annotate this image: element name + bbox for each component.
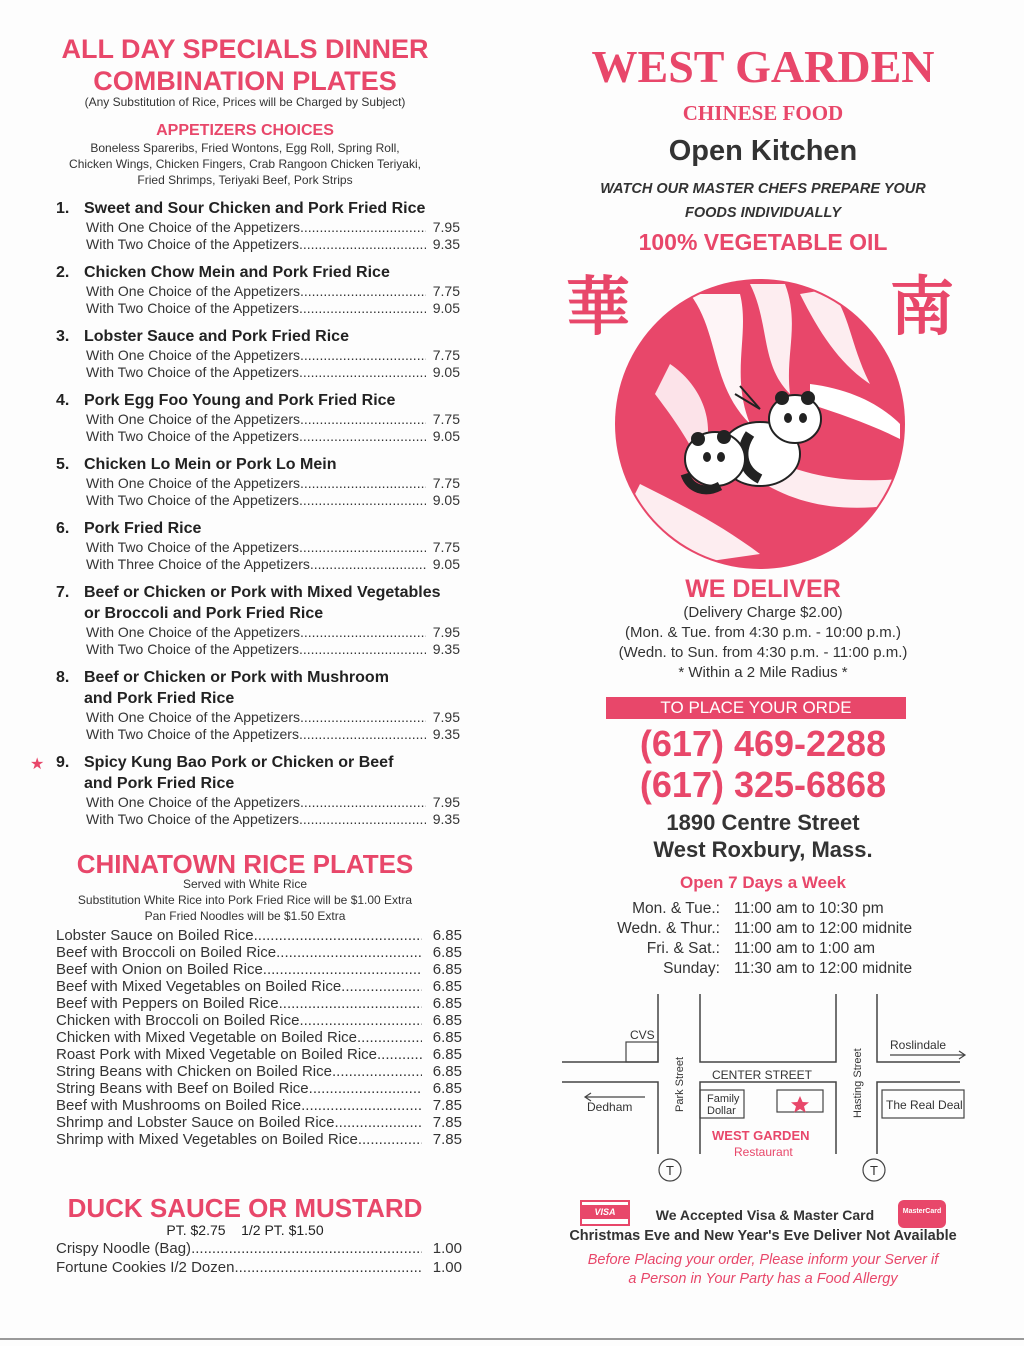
option-label: With Three Choice of the Appetizers <box>86 556 310 572</box>
option-price: 9.05 <box>432 364 460 380</box>
item-name: Shrimp with Mixed Vegetables on Boiled Rice <box>56 1131 358 1148</box>
restaurant-name: WEST GARDEN <box>591 41 935 92</box>
open-7-days: Open 7 Days a Week <box>680 873 846 892</box>
combo-title: Chicken Lo Mein or Pork Lo Mein <box>84 456 337 473</box>
map-dollar: Dollar <box>707 1105 736 1117</box>
combo-number: 3. <box>56 328 70 345</box>
cards-accepted: We Accepted Visa & Master Card <box>655 1207 875 1223</box>
option-price: 7.75 <box>432 283 460 299</box>
open-kitchen: Open Kitchen <box>668 135 858 167</box>
chinatown-note2: Substitution White Rice into Pork Fried Rice will be $1.00 Extra <box>77 893 413 907</box>
item-name: Beef with Onion on Boiled Rice <box>56 961 263 978</box>
combo-title-line2: or Broccoli and Pork Fried Rice <box>84 605 324 622</box>
map-real-deal: The Real Deal <box>886 1098 963 1112</box>
map-family: Family <box>707 1093 740 1105</box>
chinatown-list <box>56 927 462 1148</box>
combo-title: Lobster Sauce and Pork Fried Rice <box>84 328 349 345</box>
appetizers-line2: Chicken Wings, Chicken Fingers, Crab Rangoon Chicken Teriyaki, <box>69 157 421 171</box>
appetizers-line3: Fried Shrimps, Teriyaki Beef, Pork Strips <box>137 173 353 187</box>
option-label: With Two Choice of the Appetizers <box>86 811 299 827</box>
mastercard-label: MasterCard <box>902 1208 942 1215</box>
option-label: With Two Choice of the Appetizers <box>86 236 299 252</box>
option-price: 7.75 <box>432 411 460 427</box>
item-name: String Beans with Chicken on Boiled Rice <box>56 1063 332 1080</box>
list-item <box>56 1097 462 1114</box>
star-icon <box>791 1096 809 1113</box>
allergy-line1: Before Placing your order, Please inform your Server if <box>587 1252 939 1268</box>
option-price: 9.05 <box>432 428 460 444</box>
watch-line1: WATCH OUR MASTER CHEFS PREPARE YOUR <box>600 181 926 197</box>
chinese-character-left: 華 <box>566 271 630 345</box>
combo-item <box>28 264 468 328</box>
list-item <box>56 995 462 1012</box>
option-label: With One Choice of the Appetizers <box>86 624 300 640</box>
list-item <box>56 1131 462 1148</box>
visa-card-icon <box>580 1200 630 1226</box>
combo-item <box>28 456 468 520</box>
hours-row <box>580 960 980 980</box>
list-item <box>56 944 462 961</box>
order-banner: TO PLACE YOUR ORDE <box>606 697 906 719</box>
combo-number: 7. <box>56 584 70 601</box>
list-item <box>56 1046 462 1063</box>
list-item <box>56 1259 462 1276</box>
item-price: 6.85 <box>432 995 462 1012</box>
option-label: With Two Choice of the Appetizers <box>86 539 299 555</box>
combo-item <box>28 392 468 456</box>
map-t-station-right: T <box>870 1163 878 1178</box>
item-price: 6.85 <box>432 1029 462 1046</box>
map-west-garden: WEST GARDEN <box>712 1128 810 1143</box>
item-price: 6.85 <box>432 1012 462 1029</box>
combo-number: 6. <box>56 520 70 537</box>
hours-row <box>580 940 980 960</box>
item-name: Fortune Cookies I/2 Dozen <box>56 1259 235 1276</box>
list-item <box>56 1080 462 1097</box>
delivery-hours-1: (Mon. & Tue. from 4:30 p.m. - 10:00 p.m.) <box>625 624 901 641</box>
address-line2: West Roxbury, Mass. <box>653 837 873 862</box>
item-name: Beef with Mushrooms on Boiled Rice <box>56 1097 302 1114</box>
chinatown-note1: Served with White Rice <box>182 877 308 891</box>
combo-item <box>28 520 468 584</box>
combo-item <box>28 584 468 669</box>
list-item <box>56 1114 462 1131</box>
combo-option-one <box>86 539 460 555</box>
cuisine-subtitle: CHINESE FOOD <box>682 101 844 125</box>
item-price: 6.85 <box>432 927 462 944</box>
item-name: Roast Pork with Mixed Vegetable on Boiled Rice <box>56 1046 378 1063</box>
option-price: 9.35 <box>432 641 460 657</box>
item-price: 1.00 <box>432 1240 462 1257</box>
combo-option-one <box>86 624 460 640</box>
star-icon: ★ <box>30 756 45 773</box>
option-price: 9.05 <box>432 556 460 572</box>
location-map <box>560 992 975 1192</box>
hours-day: Wedn. & Thur.: <box>617 920 720 937</box>
hours-row <box>580 900 980 920</box>
list-item <box>56 961 462 978</box>
combo-option-one <box>86 794 460 810</box>
combo-number: 1. <box>56 200 70 217</box>
option-price: 7.95 <box>432 219 460 235</box>
combo-title: Sweet and Sour Chicken and Pork Fried Rice <box>84 200 426 217</box>
item-price: 6.85 <box>432 978 462 995</box>
chinatown-title: CHINATOWN RICE PLATES <box>76 849 414 879</box>
combo-number: 2. <box>56 264 70 281</box>
option-label: With Two Choice of the Appetizers <box>86 300 299 316</box>
item-price: 7.85 <box>432 1131 462 1148</box>
combo-item <box>28 200 468 264</box>
specials-title-line2: COMBINATION PLATES <box>93 66 397 96</box>
combo-option-two <box>86 300 460 316</box>
option-price: 9.05 <box>432 300 460 316</box>
combo-option-two <box>86 236 460 252</box>
option-label: With One Choice of the Appetizers <box>86 283 300 299</box>
hours-day: Mon. & Tue.: <box>632 900 720 917</box>
option-price: 7.95 <box>432 794 460 810</box>
option-price: 9.35 <box>432 811 460 827</box>
option-label: With Two Choice of the Appetizers <box>86 726 299 742</box>
option-label: With One Choice of the Appetizers <box>86 411 300 427</box>
item-price: 1.00 <box>432 1259 462 1276</box>
item-price: 6.85 <box>432 1080 462 1097</box>
map-center-street: CENTER STREET <box>712 1068 813 1082</box>
combo-option-two <box>86 726 460 742</box>
combo-option-two <box>86 428 460 444</box>
allergy-line2: a Person in Your Party has a Food Allergy <box>628 1271 898 1287</box>
option-label: With One Choice of the Appetizers <box>86 219 300 235</box>
list-item <box>56 978 462 995</box>
item-name: Chicken with Mixed Vegetable on Boiled Rice <box>56 1029 358 1046</box>
item-name: Lobster Sauce on Boiled Rice <box>56 927 254 944</box>
combo-item <box>28 669 468 754</box>
item-name: Crispy Noodle (Bag) <box>56 1240 192 1257</box>
duck-prices: PT. $2.75 1/2 PT. $1.50 <box>166 1222 324 1238</box>
option-price: 7.75 <box>432 539 460 555</box>
item-name: Chicken with Broccoli on Boiled Rice <box>56 1012 300 1029</box>
combo-title-line2: and Pork Fried Rice <box>84 775 235 792</box>
combo-title: Chicken Chow Mein and Pork Fried Rice <box>84 264 390 281</box>
vegetable-oil: 100% VEGETABLE OIL <box>638 229 888 255</box>
combo-list <box>28 200 468 839</box>
appetizers-title: APPETIZERS CHOICES <box>156 122 334 139</box>
combo-number: 4. <box>56 392 70 409</box>
combo-item <box>28 328 468 392</box>
combo-title: Spicy Kung Bao Pork or Chicken or Beef <box>84 754 394 771</box>
hours-time: 11:00 am to 1:00 am <box>734 940 876 957</box>
option-label: With One Choice of the Appetizers <box>86 794 300 810</box>
option-label: With Two Choice of the Appetizers <box>86 364 299 380</box>
hours-day: Fri. & Sat.: <box>646 940 720 957</box>
option-label: With Two Choice of the Appetizers <box>86 428 299 444</box>
specials-note: (Any Substitution of Rice, Prices will be Charged by Subject) <box>84 95 406 109</box>
map-hasting-street: Hasting Street <box>852 1048 864 1118</box>
chinatown-note3: Pan Fried Noodles will be $1.50 Extra <box>144 909 346 923</box>
chinese-character-right: 南 <box>890 271 954 345</box>
option-price: 9.35 <box>432 236 460 252</box>
duck-title: DUCK SAUCE OR MUSTARD <box>67 1193 423 1223</box>
combo-option-one <box>86 709 460 725</box>
map-t-station-left: T <box>666 1163 674 1178</box>
hours-table <box>580 900 980 980</box>
item-name: Beef with Broccoli on Boiled Rice <box>56 944 277 961</box>
option-label: With Two Choice of the Appetizers <box>86 492 299 508</box>
item-price: 6.85 <box>432 1046 462 1063</box>
combo-option-two <box>86 641 460 657</box>
option-price: 7.95 <box>432 624 460 640</box>
option-price: 9.35 <box>432 726 460 742</box>
combo-title: Beef or Chicken or Pork with Mushroom <box>84 669 389 686</box>
map-dedham: Dedham <box>587 1100 633 1114</box>
item-price: 6.85 <box>432 1063 462 1080</box>
map-roslindale: Roslindale <box>890 1038 947 1052</box>
option-price: 9.05 <box>432 492 460 508</box>
map-cvs: CVS <box>630 1028 655 1042</box>
combo-title: Beef or Chicken or Pork with Mixed Vegetables <box>84 584 441 601</box>
combo-number: 8. <box>56 669 70 686</box>
deliver-title: WE DELIVER <box>685 575 841 603</box>
item-name: Beef with Peppers on Boiled Rice <box>56 995 279 1012</box>
map-restaurant: Restaurant <box>734 1145 793 1159</box>
hours-time: 11:00 am to 12:00 midnite <box>734 920 913 937</box>
combo-option-two <box>86 811 460 827</box>
panda-logo-icon <box>610 274 910 574</box>
list-item <box>56 1063 462 1080</box>
option-label: With One Choice of the Appetizers <box>86 475 300 491</box>
combo-title: Pork Egg Foo Young and Pork Fried Rice <box>84 392 396 409</box>
combo-option-one <box>86 475 460 491</box>
delivery-radius: * Within a 2 Mile Radius * <box>678 664 848 681</box>
option-label: With One Choice of the Appetizers <box>86 709 300 725</box>
option-price: 7.75 <box>432 347 460 363</box>
combo-option-one <box>86 283 460 299</box>
item-price: 6.85 <box>432 961 462 978</box>
item-name: String Beans with Beef on Boiled Rice <box>56 1080 309 1097</box>
option-price: 7.75 <box>432 475 460 491</box>
item-name: Shrimp and Lobster Sauce on Boiled Rice <box>56 1114 335 1131</box>
phone-number-1[interactable]: (617) 469-2288 <box>639 723 887 764</box>
item-name: Beef with Mixed Vegetables on Boiled Rice <box>56 978 342 995</box>
combo-option-one <box>86 411 460 427</box>
mastercard-icon <box>898 1200 946 1228</box>
holiday-notice: Christmas Eve and New Year's Eve Deliver Not Available <box>569 1228 957 1244</box>
item-price: 7.85 <box>432 1097 462 1114</box>
hours-row <box>580 920 980 940</box>
option-price: 7.95 <box>432 709 460 725</box>
list-item <box>56 1240 462 1257</box>
list-item <box>56 1029 462 1046</box>
phone-number-2[interactable]: (617) 325-6868 <box>639 764 887 805</box>
item-price: 6.85 <box>432 944 462 961</box>
watch-line2: FOODS INDIVIDUALLY <box>684 205 841 221</box>
combo-item <box>28 754 468 839</box>
hours-time: 11:30 am to 12:00 midnite <box>734 960 913 977</box>
map-park-street: Park Street <box>674 1056 686 1112</box>
option-label: With One Choice of the Appetizers <box>86 347 300 363</box>
combo-option-two <box>86 364 460 380</box>
address-line1: 1890 Centre Street <box>666 810 860 835</box>
hours-day: Sunday: <box>663 960 720 977</box>
combo-option-two <box>86 556 460 572</box>
combo-option-one <box>86 347 460 363</box>
combo-number: 5. <box>56 456 70 473</box>
specials-title-line1: ALL DAY SPECIALS DINNER <box>61 34 429 64</box>
extras-list <box>56 1240 462 1276</box>
combo-title: Pork Fried Rice <box>84 520 202 537</box>
combo-option-one <box>86 219 460 235</box>
hours-time: 11:00 am to 10:30 pm <box>734 900 884 917</box>
delivery-charge: (Delivery Charge $2.00) <box>683 604 843 621</box>
option-label: With Two Choice of the Appetizers <box>86 641 299 657</box>
combo-number: 9. <box>56 754 70 771</box>
combo-title-line2: and Pork Fried Rice <box>84 690 235 707</box>
appetizers-line1: Boneless Spareribs, Fried Wontons, Egg Roll, Spring Roll, <box>90 141 400 155</box>
item-price: 7.85 <box>432 1114 462 1131</box>
visa-label: VISA <box>582 1205 628 1219</box>
delivery-hours-2: (Wedn. to Sun. from 4:30 p.m. - 11:00 p.m.) <box>618 644 908 661</box>
page-divider <box>0 1338 1024 1340</box>
list-item <box>56 927 462 944</box>
list-item <box>56 1012 462 1029</box>
combo-option-two <box>86 492 460 508</box>
